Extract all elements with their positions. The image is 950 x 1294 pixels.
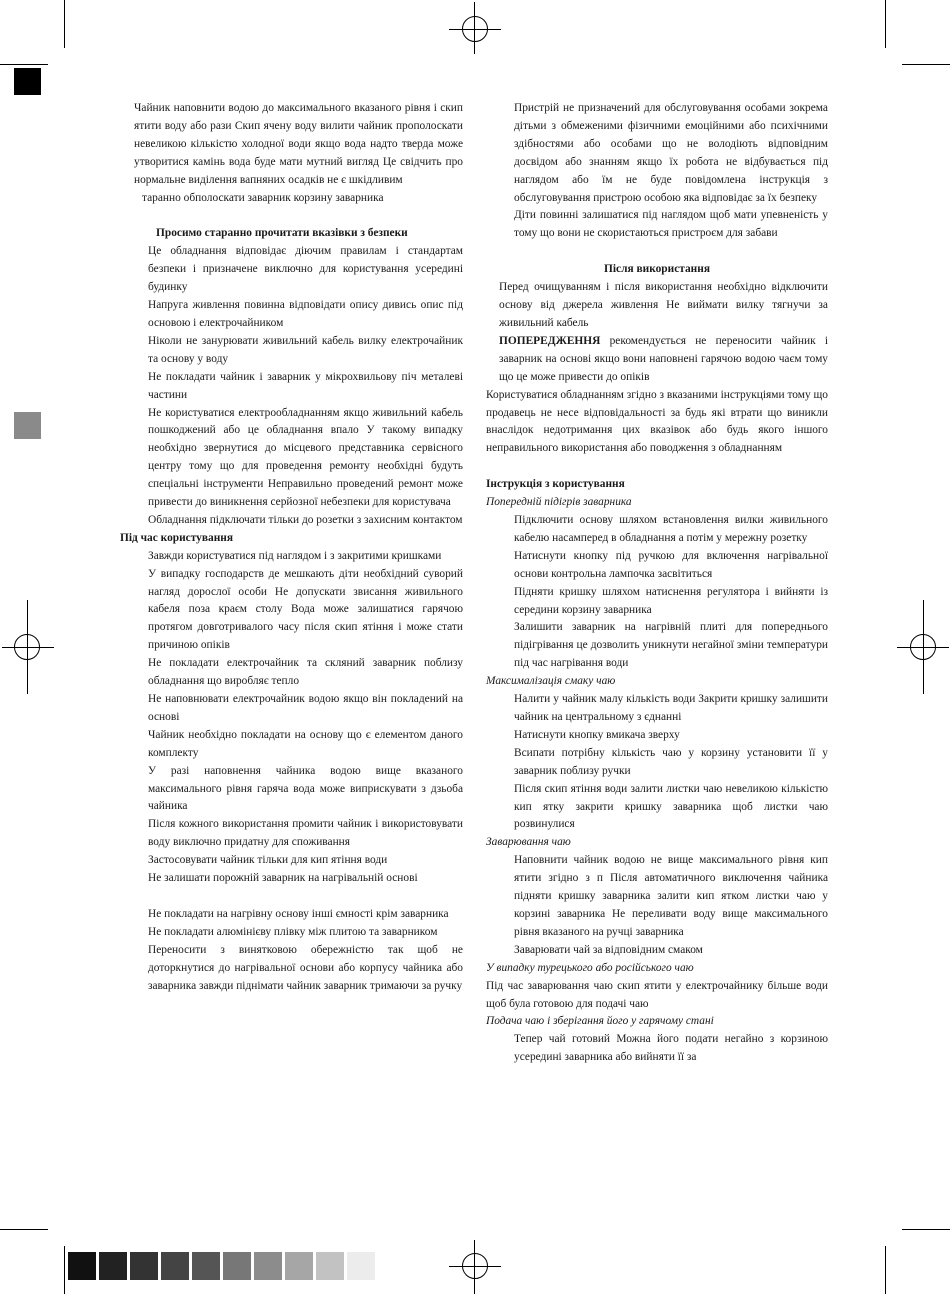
instruction-item: Наповнити чайник водою не вище максимального рівня кип ятити згідно з п Після автоматичного виключення чайника підняти кришку заварника залити кип ятком листки чаю у корзині заварника Не переливати воду вище максимального рівня вказаного на ручці заварника [514,854,828,938]
crop-mark [885,0,886,48]
registration-mark-right [897,647,949,648]
section-title: Заварювання чаю [486,836,571,849]
registration-mark-bottom [449,1266,501,1267]
swatch [130,1252,158,1280]
safety-item: Напруга живлення повинна відповідати опису дивись опис під основою і електрочайником [148,299,463,329]
registration-mark-top [474,2,475,54]
crop-mark [64,0,65,48]
section-title: Попередній підігрів заварника [486,496,632,509]
intro-paragraph: таранно обполоскати заварник корзину заварника [142,191,384,204]
instruction-item: Після скип ятіння води залити листки чаю невеликою кількістю кип ятку закрити кришку заварника щоб листки чаю розвинулися [514,782,828,831]
instruction-item: Залишити заварник на нагрівній плиті для попереднього підігрівання це дозволить уникнути негайної зміни температури під час нагрівання води [514,621,828,670]
warning-text: рекомендується не переносити чайник і заварник на основі якщо вони наповнені гарячою водою чаєм тому що це може привести до опіків [499,334,828,383]
registration-mark-left [2,647,54,648]
registration-mark-bottom [474,1240,475,1294]
after-use-paragraph: Користуватися обладнанням згідно з вказаними інструкціями тому що продавець не несе відповідальності за будь які втрати що виникли внаслідок недотримання цих вказівок або будь якого іншого неправильного використання або поводження з обладнанням [486,388,828,455]
warning-paragraph [486,333,828,387]
swatch [254,1252,282,1280]
use-item: У випадку господарств де мешкають діти необхідний суворий нагляд дорослої особи Не допускати звисання живильного кабеля поза краєм столу Вода може залишатися гарячою протягом довготривалого часу після скип ятіння і може стати причиною опіків [148,567,463,652]
top-item: Діти повинні залишатися під наглядом щоб мати упевненість у тому що вони не скористаються пристроєм для забави [514,209,828,240]
crop-mark [0,1229,48,1230]
intro-paragraph: Чайник наповнити водою до максимального вказаного рівня і скип ятити воду або рази Скип ячену воду вилити чайник прополоскати невеликою кількістю холодної води якщо вода надто тверда може утворитися камінь вода буде мати мутний вигляд Це свідчить про нормальне виділення вапняних осадків не є шкідливим [134,102,463,186]
instruction-item: Натиснути кнопку вмикача зверху [514,728,680,741]
safety-item: Це обладнання відповідає діючим правилам і стандартам безпеки і призначене виключно для користування усередині будинку [148,245,463,294]
use-item: Не залишати порожній заварник на нагрівальній основі [148,872,418,885]
instruction-item: Натиснути кнопку під ручкою для включення нагрівальної основи контрольна лампочка засвітиться [514,549,828,580]
instruction-item: Всипати потрібну кількість чаю у корзину установити її у заварник поблизу ручки [514,746,828,777]
after-use-paragraph: Перед очищуванням і після використання необхідно відключити основу від джерела живлення Не виймати вилку тягнучи за живильний кабель [499,281,828,329]
crop-mark [885,1246,886,1294]
after-use-heading: Після використання [604,263,710,276]
corner-black-square [14,68,41,95]
safety-item: Не користуватися електрообладнанням якщо живильний кабель пошкоджений або це обладнання впало У такому випадку необхідно звернутися до місцевого представника сервісного центру тому що для проведення ремонту необхідні будуть спеціальні інструменти Неправильно проведений ремонт може привести до виникнення серйозної небезпеки для користувача [148,406,463,509]
registration-mark-top [449,29,501,30]
safety-item: Ніколи не занурювати живильний кабель вилку електрочайник та основу у воду [148,334,463,365]
crop-mark [902,1229,950,1230]
instructions-heading: Інструкція з користування [486,478,625,491]
section-title: Подача чаю і зберігання його у гарячому стані [486,1015,714,1028]
use-heading: Під час користування [120,531,233,544]
section-title: У випадку турецького або російського чаю [486,961,694,974]
instruction-item: Заварювати чай за відповідним смаком [514,943,703,956]
safety-item: Обладнання підключати тільки до розетки з захисним контактом [148,513,463,526]
use-item: Після кожного використання промити чайник і використовувати воду виключно придатну для споживання [148,818,463,849]
use-item: Чайник необхідно покладати на основу що є елементом даного комплекту [148,728,463,759]
crop-mark [0,64,48,65]
swatch [99,1252,127,1280]
crop-mark [64,1246,65,1294]
use-item: Завжди користуватися під наглядом і з закритими кришками [148,549,442,562]
swatch [161,1252,189,1280]
use-item: Застосовувати чайник тільки для кип ятіння води [148,854,388,867]
use-item: Не покладати на нагрівну основу інші ємності крім заварника [148,907,449,920]
top-item: Пристрій не призначений для обслуговування особами зокрема дітьми з обмеженими фізичними емоційними або психічними здібностями або особами що не володіють відповідним досвідом або знанням якщо їх робота не відбувається під наглядом або їм не буде повідомлена інструкція з обслуговування пристрою особою яка відповідає за їх безпеку [514,102,828,204]
use-item: Не наповнювати електрочайник водою якщо він покладений на основі [148,693,463,723]
safety-heading: Просимо старанно прочитати вказівки з безпеки [156,227,408,240]
instruction-item: Налити у чайник малу кількість води Закрити кришку залишити чайник на центральному з єднанні [514,693,828,723]
use-item: У разі наповнення чайника водою вище вказаного максимального рівня гаряча вода може виприскувати з дзьоба чайника [148,764,463,813]
left-column [120,100,463,996]
crop-mark [902,64,950,65]
swatch [316,1252,344,1280]
swatch [285,1252,313,1280]
swatch [192,1252,220,1280]
instruction-paragraph: Тепер чай готовий Можна його подати негайно з корзиною усередині заварника або вийняти її за [514,1033,828,1064]
use-item: Не покладати алюмінієву плівку між плитою та заварником [148,925,438,938]
swatch [347,1252,375,1280]
instruction-paragraph: Під час заварювання чаю скип ятити у електрочайнику більше води щоб була готовою для подачі чаю [486,979,828,1010]
instruction-item: Підняти кришку шляхом натиснення регулятора і вийняти із середини корзину заварника [514,585,828,616]
use-item: Не покладати електрочайник та скляний заварник поблизу обладнання що виробляє тепло [148,657,463,688]
right-column [486,100,828,1067]
use-item: Переносити з винятковою обережністю так щоб не доторкнутися до нагрівальної основи або корпусу чайника або заварника завжди піднімати чайник заварник тримаючи за ручку [148,943,463,992]
side-gray-square [14,412,41,439]
swatch [68,1252,96,1280]
swatch [223,1252,251,1280]
safety-item: Не покладати чайник і заварник у мікрохвильову піч металеві частини [148,370,463,401]
instruction-item: Підключити основу шляхом встановлення вилки живильного кабелю насамперед в обладнання а потім у мережну розетку [514,514,828,544]
section-title: Максималізація смаку чаю [486,675,616,688]
warning-label: ПОПЕРЕДЖЕННЯ [499,334,601,347]
